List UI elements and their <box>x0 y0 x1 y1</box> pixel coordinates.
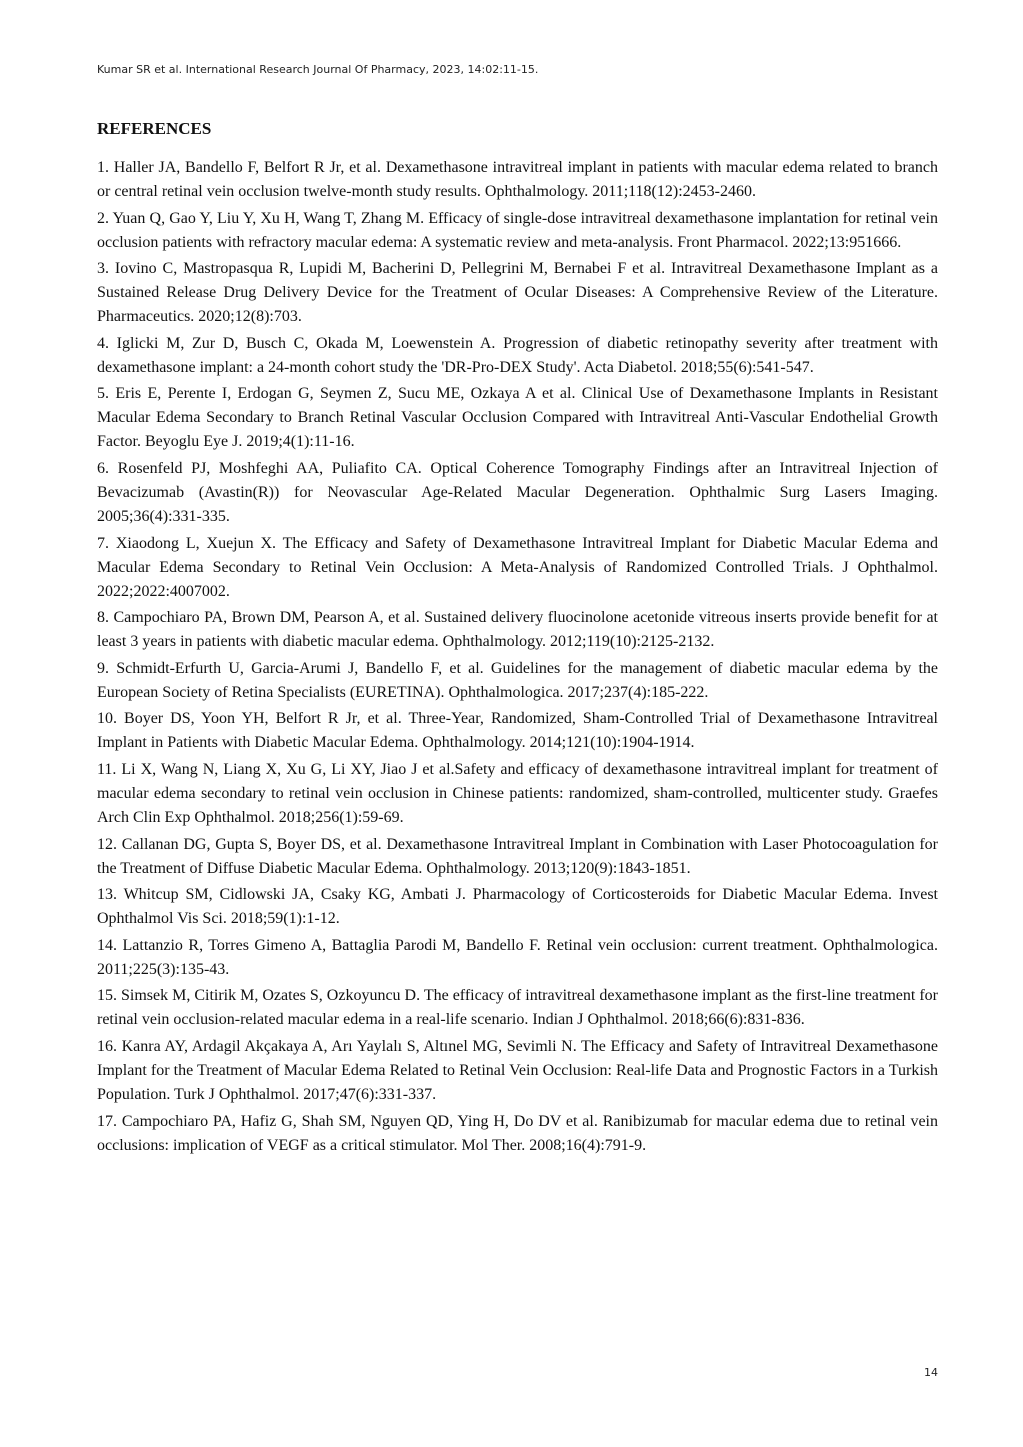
reference-item: 1. Haller JA, Bandello F, Belfort R Jr, et al. Dexamethasone intravitreal implant in patients with macular edema related to branch or central retinal vein occlusion twelve-month study results. Ophthalmology. 2011;118(12):2453-2460. <box>97 159 938 200</box>
reference-item: 4. Iglicki M, Zur D, Busch C, Okada M, Loewenstein A. Progression of diabetic retinopathy severity after treatment with dexamethasone implant: a 24-month cohort study the 'DR-Pro-DEX Study'. Acta Diabetol. 2018;55(6):541-547. <box>97 334 938 376</box>
reference-item: 7. Xiaodong L, Xuejun X. The Efficacy and Safety of Dexamethasone Intravitreal Implant for Diabetic Macular Edema and Macular Edema Secondary to Retinal Vein Occlusion: A Meta-Analysis of Randomized Controlled Trials. J Ophthalmol. 2022;2022:4007002. <box>97 534 938 600</box>
reference-item: 13. Whitcup SM, Cidlowski JA, Csaky KG, Ambati J. Pharmacology of Corticosteroids for Diabetic Macular Edema. Invest Ophthalmol Vis Sci. 2018;59(1):1-12. <box>97 886 938 928</box>
reference-item: 5. Eris E, Perente I, Erdogan G, Seymen Z, Sucu ME, Ozkaya A et al. Clinical Use of Dexamethasone Implants in Resistant Macular Edema Secondary to Branch Retinal Vascular Occlusion Compared with Intravitreal Anti-Vascular Endothelial Growth Factor. Beyoglu Eye J. 2019;4(1):11-16. <box>97 385 938 451</box>
reference-item: 8. Campochiaro PA, Brown DM, Pearson A, et al. Sustained delivery fluocinolone acetonide vitreous inserts provide benefit for at least 3 years in patients with diabetic macular edema. Ophthalmology. 2012;119(10):2125-2132. <box>97 609 938 651</box>
reference-item: 2. Yuan Q, Gao Y, Liu Y, Xu H, Wang T, Zhang M. Efficacy of single-dose intravitreal dexamethasone implantation for retinal vein occlusion patients with refractory macular edema: A systematic review and meta-analysis. Front Pharmacol. 2022;13:951666. <box>97 209 938 251</box>
reference-item: 6. Rosenfeld PJ, Moshfeghi AA, Puliafito CA. Optical Coherence Tomography Findings after an Intravitreal Injection of Bevacizumab (Avastin(R)) for Neovascular Age-Related Macular Degeneration. Ophthalmic Surg Lasers Imaging. 2005;36(4):331-335. <box>97 459 938 525</box>
reference-item: 12. Callanan DG, Gupta S, Boyer DS, et al. Dexamethasone Intravitreal Implant in Combination with Laser Photocoagulation for the Treatment of Diffuse Diabetic Macular Edema. Ophthalmology. 2013;120(9):1843-1851. <box>97 835 938 877</box>
page-number: 14 <box>924 1366 938 1379</box>
reference-item: 16. Kanra AY, Ardagil Akçakaya A, Arı Yaylalı S, Altınel MG, Sevimli N. The Efficacy and Safety of Intravitreal Dexamethasone Implant for the Treatment of Macular Edema Related to Retinal Vein Occlusion: Real-life Data and Prognostic Factors in a Turkish Population. Turk J Ophthalmol. 2017;47(6):331-337. <box>97 1037 938 1103</box>
reference-item: 14. Lattanzio R, Torres Gimeno A, Battaglia Parodi M, Bandello F. Retinal vein occlusion: current treatment. Ophthalmologica. 2011;225(3):135-43. <box>97 936 938 978</box>
reference-item: 3. Iovino C, Mastropasqua R, Lupidi M, Bacherini D, Pellegrini M, Bernabei F et al. Intravitreal Dexamethasone Implant as a Sustained Release Drug Delivery Device for the Treatment of Ocular Diseases: A Comprehensive Review of the Literature. Pharmaceutics. 2020;12(8):703. <box>97 260 938 326</box>
reference-item: 10. Boyer DS, Yoon YH, Belfort R Jr, et al. Three-Year, Randomized, Sham-Controlled Trial of Dexamethasone Intravitreal Implant in Patients with Diabetic Macular Edema. Ophthalmology. 2014;121(10):1904-1914. <box>97 710 938 752</box>
reference-item: 9. Schmidt-Erfurth U, Garcia-Arumi J, Bandello F, et al. Guidelines for the management of diabetic macular edema by the European Society of Retina Specialists (EURETINA). Ophthalmologica. 2017;237(4):185-222. <box>97 659 938 701</box>
running-header: Kumar SR et al. International Research Journal Of Pharmacy, 2023, 14:02:11-15. <box>97 63 539 76</box>
reference-item: 17. Campochiaro PA, Hafiz G, Shah SM, Nguyen QD, Ying H, Do DV et al. Ranibizumab for macular edema due to retinal vein occlusions: implication of VEGF as a critical stimulator. Mol Ther. 2008;16(4):791-9. <box>97 1112 938 1154</box>
reference-item: 15. Simsek M, Citirik M, Ozates S, Ozkoyuncu D. The efficacy of intravitreal dexamethasone implant as the first-line treatment for retinal vein occlusion-related macular edema in a real-life scenario. Indian J Ophthalmol. 2018;66(6):831-836. <box>97 987 938 1029</box>
reference-item: 11. Li X, Wang N, Liang X, Xu G, Li XY, Jiao J et al.Safety and efficacy of dexamethasone intravitreal implant for treatment of macular edema secondary to retinal vein occlusion in Chinese patients: randomized, sham-controlled, multicenter study. Graefes Arch Clin Exp Ophthalmol. 2018;256(1):59-69. <box>97 760 938 826</box>
section-heading: REFERENCES <box>97 119 212 138</box>
reference-list <box>97 156 938 1160</box>
